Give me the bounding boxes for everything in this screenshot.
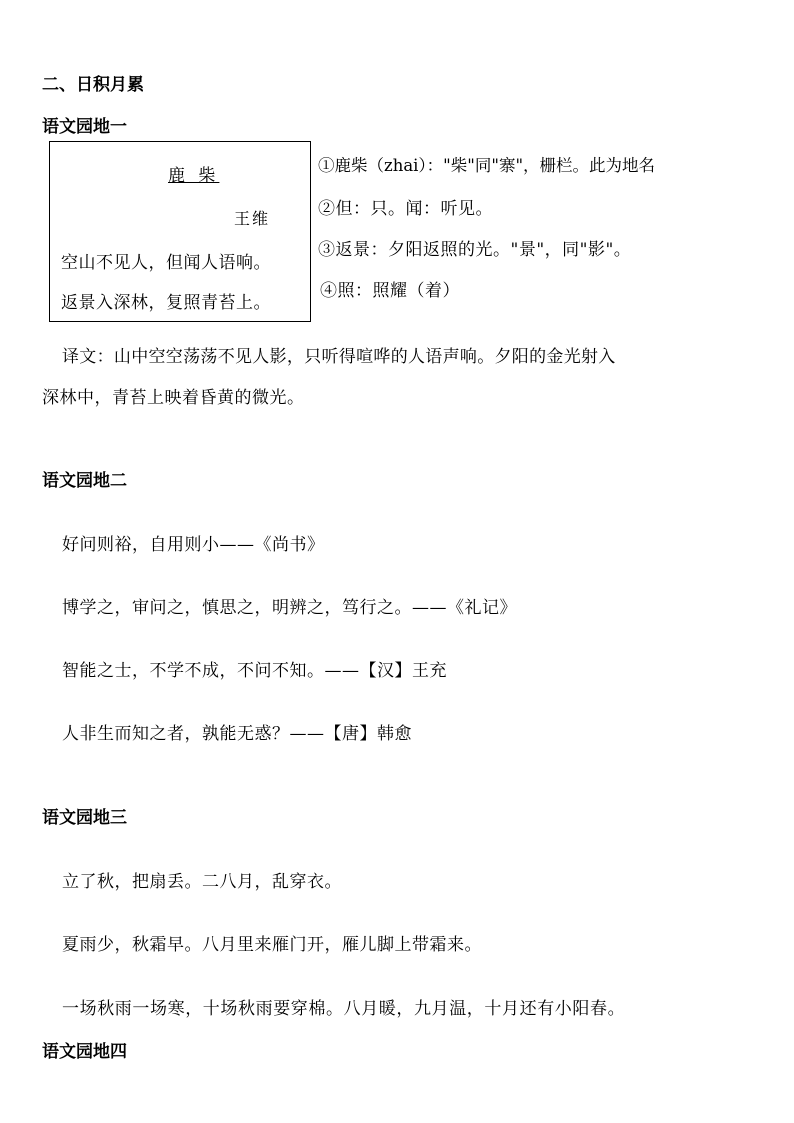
saying-1: 立了秋，把扇丢。二八月，乱穿衣。 (62, 872, 342, 892)
yuwen1-heading: 语文园地一 (42, 117, 127, 137)
yuwen3-heading: 语文园地三 (42, 808, 127, 828)
saying-3: 一场秋雨一场寒，十场秋雨要穿棉。八月暖，九月温，十月还有小阳春。 (62, 999, 626, 1019)
poem-title: 鹿 柴 (168, 166, 220, 186)
poem-line-1: 空山不见人，但闻人语响。 (61, 253, 271, 273)
poem-line-2: 返景入深林，复照青苔上。 (61, 293, 271, 313)
translation-line-2: 深林中，青苔上映着昏黄的微光。 (42, 388, 305, 408)
quote-4: 人非生而知之者，孰能无惑？——【唐】韩愈 (62, 724, 412, 744)
quote-2: 博学之，审问之，慎思之，明辨之，笃行之。——《礼记》 (62, 598, 517, 618)
section-title: 二、日积月累 (42, 75, 144, 95)
yuwen4-heading: 语文园地四 (42, 1042, 127, 1062)
poem-note-2: ②但：只。闻：听见。 (318, 199, 493, 219)
quote-3: 智能之士，不学不成，不问不知。——【汉】王充 (62, 661, 447, 681)
yuwen2-heading: 语文园地二 (42, 471, 127, 491)
translation-line-1: 译文：山中空空荡荡不见人影，只听得喧哗的人语声响。夕阳的金光射入 (62, 347, 616, 367)
poem-box (49, 141, 311, 322)
quote-1: 好问则裕，自用则小——《尚书》 (62, 535, 325, 555)
poem-author: 王维 (234, 209, 271, 228)
poem-note-1: ①鹿柴（zhai）："柴"同"寨"，栅栏。此为地名 (318, 156, 656, 175)
poem-note-4: ④照：照耀（着） (320, 281, 460, 301)
poem-note-3: ③返景：夕阳返照的光。"景"，同"影"。 (318, 240, 632, 260)
saying-2: 夏雨少，秋霜早。八月里来雁门开，雁儿脚上带霜来。 (62, 935, 482, 955)
